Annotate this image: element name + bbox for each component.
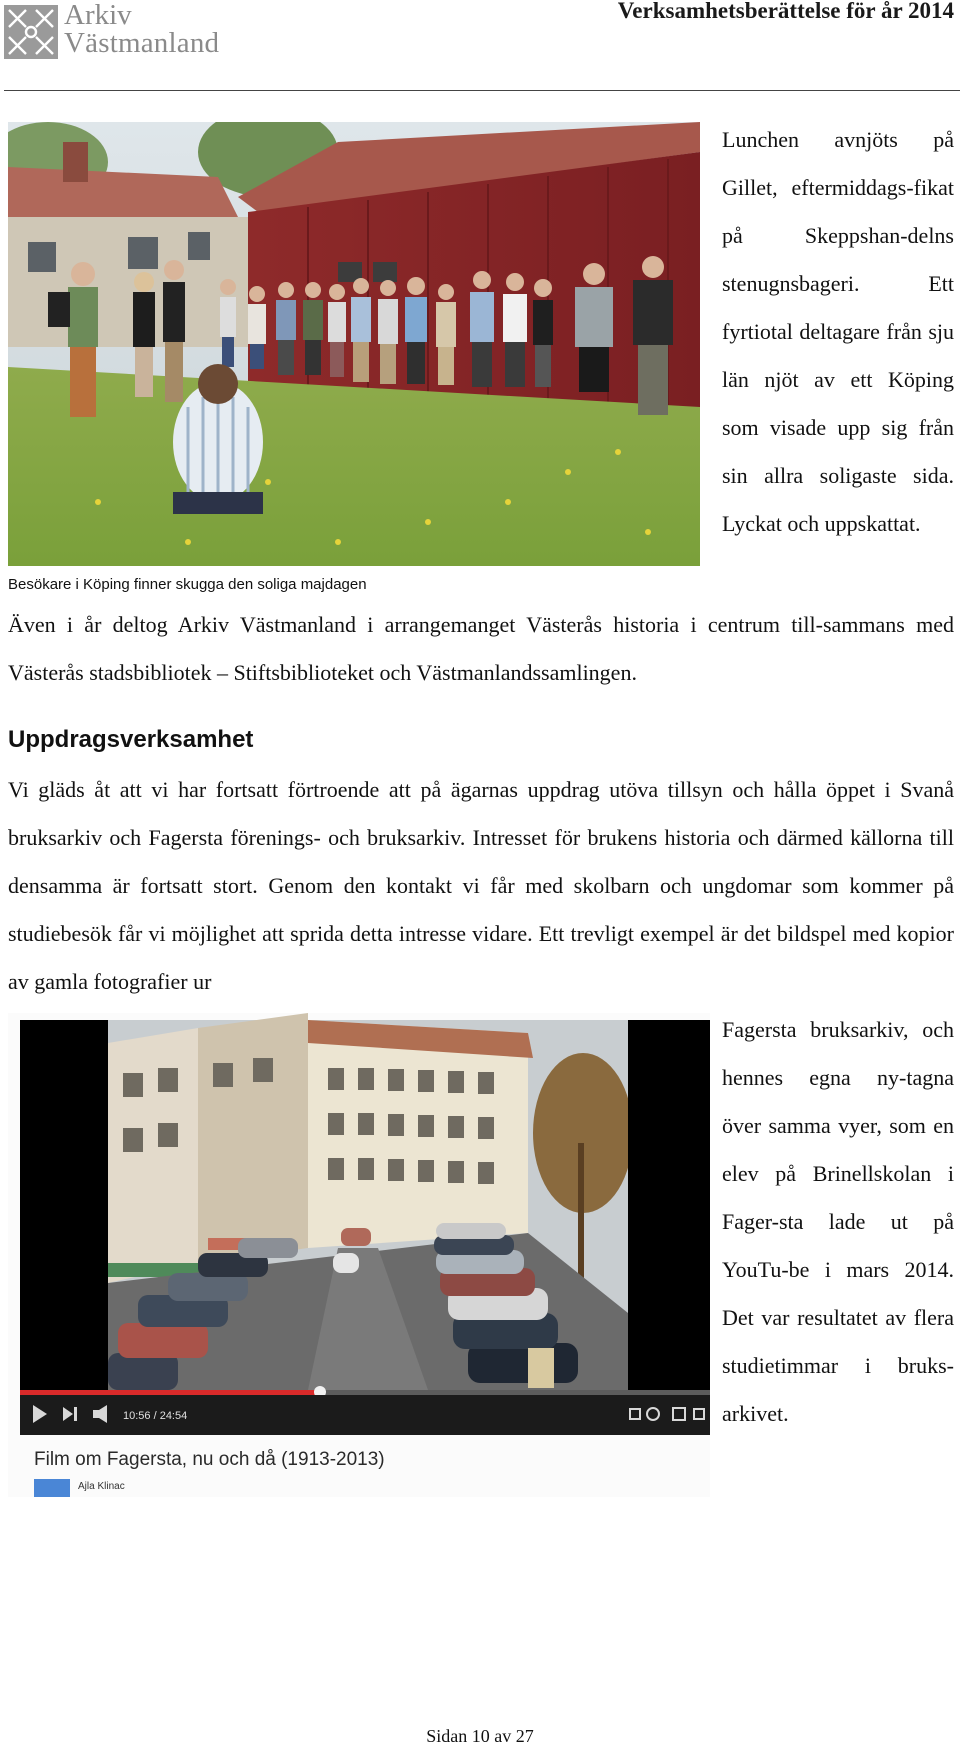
section-heading: Uppdragsverksamhet	[8, 726, 254, 753]
paragraph-vasteras	[8, 601, 954, 697]
side-paragraph-1: Lunchen avnjöts på Gillet, eftermiddags-fikat på Skeppshan-delns stenugnsbageri. Ett fyrtiotal deltagare från sju län njöt av ett Köping som visade upp sig från sin allra soligaste sida. Lyckat och uppskattat.	[722, 127, 954, 536]
video-progress-fill	[20, 1390, 320, 1395]
paragraph-2-text: Vi gläds åt att vi har fortsatt förtroende att på ägarnas uppdrag utöva tillsyn och hålla öppet i Svanå bruksarkiv och Fagersta förenings- och bruksarkiv. Intresset för brukens historia och därmed källorna till densamma är fortsatt stort. Genom den kontakt vi får med skolbarn och ungdomar som kommer på studiebesök får vi möjlighet att sprida detta intresse vidare. Ett trevligt exempel är det bildspel med kopior av gamla fotografier ur	[8, 777, 954, 994]
video-time: 10:56 / 24:54	[123, 1410, 188, 1422]
document-title: Verksamhetsberättelse för år 2014	[617, 0, 954, 23]
youtube-video-screenshot	[8, 1013, 710, 1497]
page-number: Sidan 10 av 27	[426, 1726, 534, 1746]
photo-caption: Besökare i Köping finner skugga den soliga majdagen	[8, 576, 367, 593]
video-frame	[8, 1013, 710, 1497]
visitors-photo-image	[8, 122, 700, 566]
side-paragraph-2: Fagersta bruksarkiv, och hennes egna ny-tagna över samma vyer, som en elev på Brinellskolan i Fager-sta lade ut på YouTu-be i mars 2014. Det var resultatet av flera studietimmar i bruks-arkivet.	[722, 1017, 954, 1426]
paragraph-1-text: Även i år deltog Arkiv Västmanland i arrangemanget Västerås historia i centrum till-sammans med Västerås stadsbibliotek – Stiftsbiblioteket och Västmanlandssamlingen.	[8, 612, 954, 685]
logo-emblem-icon	[4, 5, 58, 59]
header-divider	[4, 90, 960, 91]
visitors-photo	[8, 122, 700, 566]
logo-text-arkiv: Arkiv	[64, 0, 132, 31]
logo-text-vastmanland: Västmanland	[64, 27, 220, 59]
video-title: Film om Fagersta, nu och då (1913-2013)	[34, 1449, 385, 1470]
channel-avatar-icon	[34, 1479, 70, 1497]
video-channel: Ajla Klinac	[78, 1481, 125, 1492]
logo	[4, 0, 234, 61]
side-text-block-1	[722, 116, 954, 548]
paragraph-uppdrag	[8, 766, 954, 1006]
side-text-block-2	[722, 1006, 954, 1438]
